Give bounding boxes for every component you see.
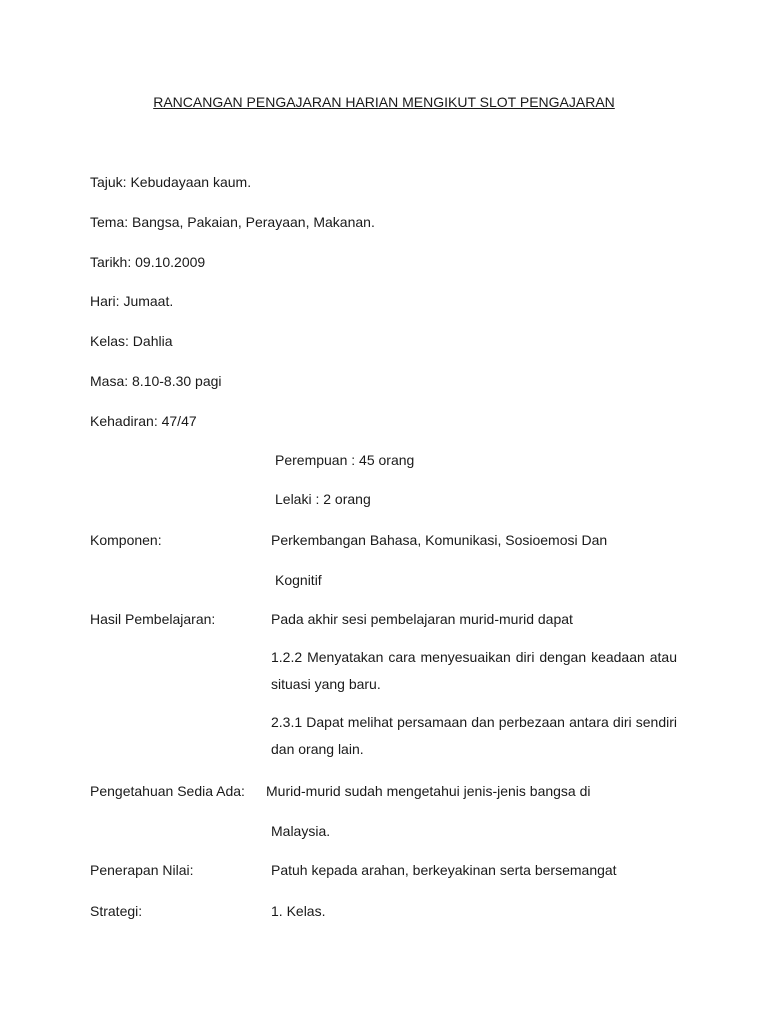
pengetahuan-label: Pengetahuan Sedia Ada: <box>90 783 245 799</box>
pengetahuan-value-line2: Malaysia. <box>271 823 331 839</box>
nilai-value: Patuh kepada arahan, berkeyakinan serta bersemangat <box>271 862 617 878</box>
document-title: RANCANGAN PENGAJARAN HARIAN MENGIKUT SLOT PENGAJARAN <box>153 94 615 110</box>
tajuk-line: Tajuk: Kebudayaan kaum. <box>90 174 252 190</box>
hasil-intro: Pada akhir sesi pembelajaran murid-murid dapat <box>271 611 573 627</box>
strategi-label: Strategi: <box>90 903 143 919</box>
hasil-label: Hasil Pembelajaran: <box>90 611 216 627</box>
hasil-item-1: 1.2.2 Menyatakan cara menyesuaikan diri dengan keadaan atau situasi yang baru. <box>271 649 677 692</box>
masa-line: Masa: 8.10-8.30 pagi <box>90 373 222 389</box>
komponen-value-line2: Kognitif <box>275 572 322 588</box>
hasil-item-2: 2.3.1 Dapat melihat persamaan dan perbezaan antara diri sendiri dan orang lain. <box>271 714 677 757</box>
kelas-line: Kelas: Dahlia <box>90 333 173 349</box>
komponen-label: Komponen: <box>90 532 162 548</box>
kehadiran-line: Kehadiran: 47/47 <box>90 413 197 429</box>
tarikh-line: Tarikh: 09.10.2009 <box>90 254 206 270</box>
hari-line: Hari: Jumaat. <box>90 293 174 309</box>
nilai-label: Penerapan Nilai: <box>90 862 194 878</box>
tema-line: Tema: Bangsa, Pakaian, Perayaan, Makanan. <box>90 214 375 230</box>
lelaki-line: Lelaki : 2 orang <box>275 491 371 507</box>
pengetahuan-value-line1: Murid-murid sudah mengetahui jenis-jenis bangsa di <box>266 783 591 799</box>
komponen-value-line1: Perkembangan Bahasa, Komunikasi, Sosioemosi Dan <box>271 532 608 548</box>
perempuan-line: Perempuan : 45 orang <box>275 452 415 468</box>
strategi-value: 1. Kelas. <box>271 903 326 919</box>
